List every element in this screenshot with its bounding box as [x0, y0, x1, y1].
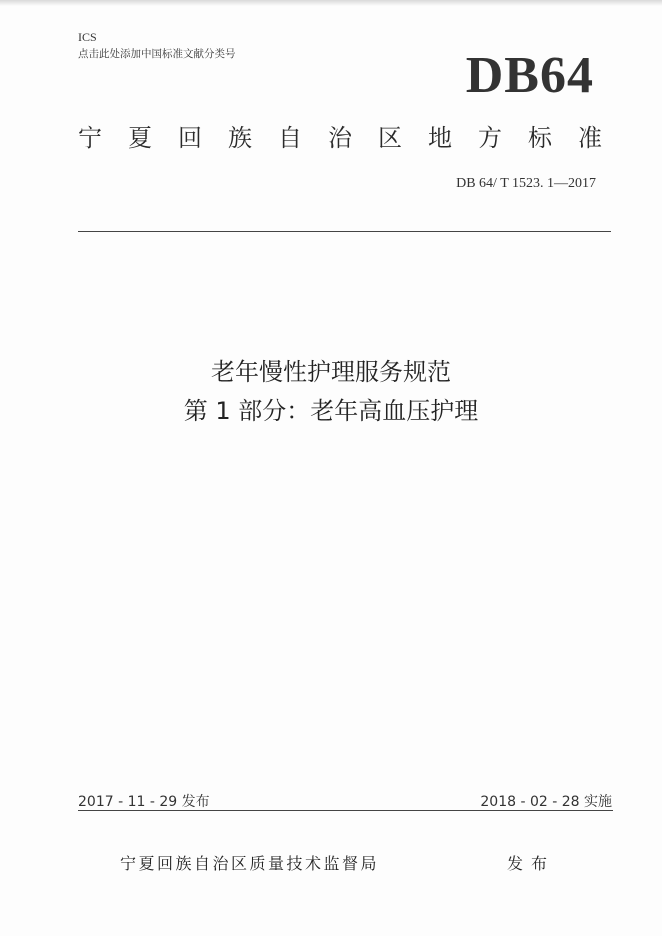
standard-type-char: 治	[328, 124, 352, 152]
standard-type-char: 准	[578, 124, 602, 152]
classification-placeholder-link[interactable]: 点击此处添加中国标准文献分类号	[78, 48, 236, 60]
issue-date: 2017 - 11 - 29 发布	[78, 794, 210, 810]
standard-type-char: 回	[178, 124, 202, 152]
footer-divider	[78, 810, 613, 811]
scan-edge	[0, 0, 662, 6]
document-title: 老年慢性护理服务规范	[211, 358, 451, 386]
standard-type-char: 族	[228, 124, 252, 152]
standard-type-char: 方	[478, 124, 502, 152]
standard-type-char: 标	[528, 124, 552, 152]
issued-label: 发布	[507, 854, 556, 873]
standard-type-char: 自	[278, 124, 302, 152]
standard-number: DB 64/ T 1523. 1—2017	[456, 176, 596, 191]
implementation-date: 2018 - 02 - 28 实施	[480, 794, 612, 810]
standard-type-char: 地	[428, 124, 452, 152]
issuing-authority: 宁夏回族自治区质量技术监督局	[120, 854, 380, 873]
standard-type-char: 区	[378, 124, 402, 152]
standard-type-heading	[78, 126, 602, 150]
document-subtitle: 第 1 部分：老年高血压护理	[183, 397, 479, 425]
standard-type-char: 夏	[128, 124, 152, 152]
standard-type-char: 宁	[78, 124, 102, 152]
ics-label: ICS	[78, 30, 97, 44]
header-divider	[78, 231, 611, 232]
standard-code: DB64	[465, 47, 594, 104]
